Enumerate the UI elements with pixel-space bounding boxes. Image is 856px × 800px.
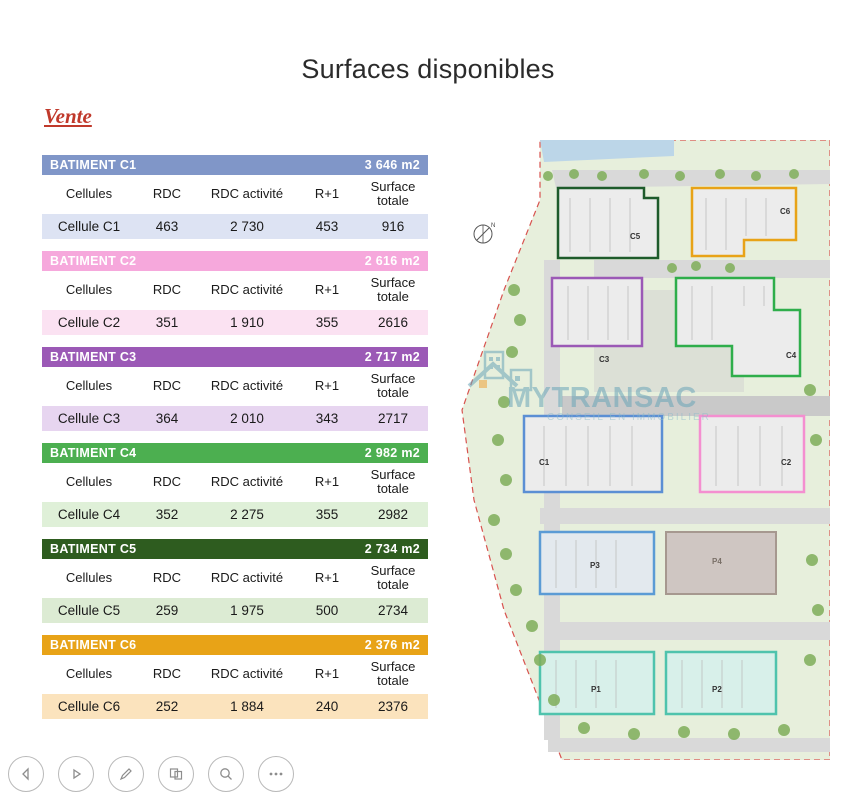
section-subtitle: Vente [44,104,92,128]
cell-r1: 453 [315,219,339,234]
table-header-row [42,271,428,310]
cell-name: Cellule C2 [57,315,121,330]
cell-r1: 343 [315,411,339,426]
map-label-p3: P3 [590,561,600,570]
col-surface-totale: Surface totale [358,463,428,502]
site-plan-map [444,140,830,760]
building-header-c2 [42,251,428,271]
cell-r1: 355 [315,315,339,330]
table-row [42,502,428,527]
col-rdc: RDC [136,175,198,214]
col-rdc-activite: RDC activité [198,175,296,214]
col-rdc: RDC [136,655,198,694]
table-row [42,598,428,623]
building-table-c3 [42,367,428,431]
cell-rdc: 252 [155,699,179,714]
col-cellules: Cellules [42,175,136,214]
table-header-row [42,559,428,598]
col-rdc: RDC [136,367,198,406]
cell-total: 2376 [377,699,409,714]
map-label-c3: C3 [599,355,610,364]
cell-rdc-activite: 1 910 [230,315,264,330]
map-label-c5: C5 [630,232,641,241]
thumbnails-button[interactable] [158,756,194,792]
compass-icon [472,220,498,246]
map-label-c2: C2 [781,458,792,467]
col-r1: R+1 [296,271,358,310]
building-header-c5 [42,539,428,559]
cell-rdc-activite: 2 010 [230,411,264,426]
pencil-icon [118,766,134,782]
building-header-c3 [42,347,428,367]
map-label-c6: C6 [780,207,791,216]
col-rdc-activite: RDC activité [198,559,296,598]
col-cellules: Cellules [42,367,136,406]
map-label-c1: C1 [539,458,550,467]
building-block-c5 [42,539,428,623]
building-block-c2 [42,251,428,335]
play-button[interactable] [58,756,94,792]
annotate-button[interactable] [108,756,144,792]
building-table-c4 [42,463,428,527]
col-r1: R+1 [296,367,358,406]
cell-name: Cellule C6 [57,699,121,714]
cell-total: 2717 [377,411,409,426]
cell-total: 2616 [377,315,409,330]
building-surface: 3 646 m2 [364,158,420,172]
cell-total: 2982 [377,507,409,522]
zoom-button[interactable] [208,756,244,792]
col-surface-totale: Surface totale [358,655,428,694]
magnifier-icon [218,766,234,782]
col-r1: R+1 [296,559,358,598]
building-header-c4 [42,443,428,463]
table-row [42,310,428,335]
building-header-c6 [42,635,428,655]
building-name: BATIMENT C3 [50,350,137,364]
cell-rdc: 352 [155,507,179,522]
building-name: BATIMENT C6 [50,638,137,652]
chevron-left-icon [19,767,33,781]
col-r1: R+1 [296,655,358,694]
cell-rdc-activite: 2 730 [230,219,264,234]
map-label-c4: C4 [786,351,797,360]
col-cellules: Cellules [42,463,136,502]
cell-rdc-activite: 1 884 [230,699,264,714]
map-label-p1: P1 [591,685,601,694]
building-surface: 2 982 m2 [364,446,420,460]
col-surface-totale: Surface totale [358,175,428,214]
grid-icon [168,766,184,782]
table-row [42,214,428,239]
cell-name: Cellule C3 [57,411,121,426]
table-header-row [42,655,428,694]
map-label-p2: P2 [712,685,722,694]
watermark-brand: MYTRANSAC [507,382,697,414]
building-block-c1 [42,155,428,239]
watermark-tagline: CONSEIL EN IMMOBILIER [547,412,711,423]
cell-r1: 240 [315,699,339,714]
col-rdc: RDC [136,463,198,502]
col-r1: R+1 [296,463,358,502]
building-table-c5 [42,559,428,623]
more-button[interactable] [258,756,294,792]
building-table-c1 [42,175,428,239]
table-header-row [42,175,428,214]
page-title: Surfaces disponibles [301,54,555,84]
building-surface: 2 717 m2 [364,350,420,364]
col-surface-totale: Surface totale [358,367,428,406]
table-header-row [42,367,428,406]
building-surface: 2 734 m2 [364,542,420,556]
building-block-c6 [42,635,428,719]
compass-label: N [491,223,496,229]
cell-rdc: 351 [155,315,179,330]
cell-rdc-activite: 1 975 [230,603,264,618]
cell-name: Cellule C1 [57,219,121,234]
col-cellules: Cellules [42,559,136,598]
building-name: BATIMENT C4 [50,446,137,460]
cell-rdc: 364 [155,411,179,426]
play-icon [69,767,83,781]
col-surface-totale: Surface totale [358,559,428,598]
col-rdc-activite: RDC activité [198,655,296,694]
col-cellules: Cellules [42,271,136,310]
cell-rdc-activite: 2 275 [230,507,264,522]
cell-total: 2734 [377,603,409,618]
col-rdc-activite: RDC activité [198,271,296,310]
cell-name: Cellule C4 [57,507,121,522]
table-header-row [42,463,428,502]
col-rdc-activite: RDC activité [198,463,296,502]
cell-name: Cellule C5 [57,603,121,618]
buildings-tables [42,155,428,731]
building-table-c6 [42,655,428,719]
map-label-p4: P4 [712,557,722,566]
cell-r1: 355 [315,507,339,522]
ellipsis-icon [267,770,285,778]
building-header-c1 [42,155,428,175]
col-surface-totale: Surface totale [358,271,428,310]
viewer-toolbar [0,748,856,800]
cell-rdc: 463 [155,219,179,234]
building-name: BATIMENT C1 [50,158,137,172]
col-rdc: RDC [136,271,198,310]
col-cellules: Cellules [42,655,136,694]
building-name: BATIMENT C5 [50,542,137,556]
building-name: BATIMENT C2 [50,254,137,268]
building-block-c3 [42,347,428,431]
table-row [42,694,428,719]
building-surface: 2 376 m2 [364,638,420,652]
building-surface: 2 616 m2 [364,254,420,268]
col-rdc: RDC [136,559,198,598]
cell-total: 916 [381,219,405,234]
table-row [42,406,428,431]
building-table-c2 [42,271,428,335]
col-rdc-activite: RDC activité [198,367,296,406]
col-r1: R+1 [296,175,358,214]
previous-button[interactable] [8,756,44,792]
cell-rdc: 259 [155,603,179,618]
building-block-c4 [42,443,428,527]
cell-r1: 500 [315,603,339,618]
